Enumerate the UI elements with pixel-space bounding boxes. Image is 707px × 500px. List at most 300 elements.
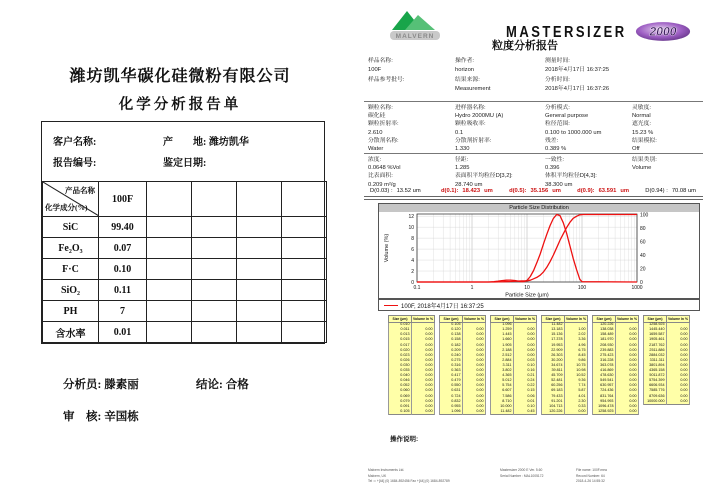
d-value: D(0.03) : 13.52 um (370, 188, 421, 194)
conclusion-label: 结论: (196, 379, 223, 391)
volume-cell: 0.00 (412, 333, 435, 338)
instrument-column (632, 104, 704, 153)
field-label: 残差: (545, 137, 559, 144)
size-cell: 275.423 (593, 353, 616, 358)
volume-cell: 0.00 (463, 379, 486, 384)
table-row (43, 280, 327, 301)
conclusion-field (196, 376, 249, 392)
size-cell: 120.226 (593, 322, 616, 328)
malvern-logo (390, 6, 442, 42)
mastersizer-wordmark: MASTERSIZER (506, 22, 627, 41)
table-row (43, 259, 327, 280)
size-table-header: Size (µm) (440, 316, 463, 323)
empty-cell (147, 301, 192, 322)
size-cell: 1.905 (491, 343, 514, 348)
volume-cell: 0.00 (616, 343, 639, 348)
volume-cell: 0.00 (463, 363, 486, 368)
volume-cell: 0.00 (412, 399, 435, 404)
size-cell: 5.754 (491, 384, 514, 389)
table-row (43, 238, 327, 259)
component-value: 0.01 (99, 322, 147, 343)
volume-cell: 9.36 (565, 379, 588, 384)
field-label: 径距: (455, 157, 469, 163)
volume-cell: 0.00 (667, 394, 690, 399)
volume-cell: 0.00 (667, 328, 690, 333)
double-divider (364, 196, 703, 200)
empty-cell (192, 182, 237, 217)
volume-cell: 0.00 (667, 343, 690, 348)
field-value: 0.389 % (545, 146, 567, 153)
svg-text:80: 80 (640, 225, 646, 232)
d-value: d(0.1): 18.423 um (440, 188, 493, 194)
empty-cell (237, 259, 282, 280)
empty-cell (282, 217, 327, 238)
size-cell: 0.030 (389, 363, 412, 368)
size-cell: 1.445 (491, 333, 514, 338)
volume-cell: 0.00 (514, 348, 537, 353)
volume-cell: 0.00 (514, 353, 537, 358)
origin-label: 产 地: (163, 137, 207, 148)
volume-cell: 0.06 (514, 394, 537, 399)
size-cell: 7585.776 (644, 389, 667, 394)
volume-cell: 0.00 (616, 409, 639, 415)
empty-cell (192, 238, 237, 259)
svg-text:0.1: 0.1 (413, 285, 421, 291)
volume-cell: 0.00 (412, 338, 435, 343)
volume-cell: 0.00 (514, 343, 537, 348)
component-name: 含水率 (43, 322, 99, 343)
volume-cell: 0.00 (463, 343, 486, 348)
volume-cell: 3.36 (565, 338, 588, 343)
report-no-label: 报告编号: (53, 158, 97, 169)
sample-column (368, 57, 455, 94)
field-value: Normal (632, 113, 651, 120)
svg-text:MALVERN: MALVERN (395, 33, 435, 40)
size-cell: 1.096 (491, 322, 514, 328)
size-cell: 1.096 (440, 409, 463, 415)
component-value: 7 (99, 301, 147, 322)
customer-label: 客户名称: (53, 137, 97, 148)
volume-cell: 0.01 (514, 399, 537, 404)
size-cell: 0.026 (389, 358, 412, 363)
component-value: 99.40 (99, 217, 147, 238)
volume-cell: 8.45 (565, 353, 588, 358)
size-cell: 7.586 (491, 394, 514, 399)
svg-text:4: 4 (411, 257, 414, 264)
instrument-column (368, 104, 455, 153)
size-cell: 1258.925 (644, 322, 667, 328)
size-cell: 0.479 (440, 379, 463, 384)
volume-cell: 6.75 (565, 348, 588, 353)
volume-cell: 1.00 (565, 328, 588, 333)
svg-text:6: 6 (411, 246, 414, 253)
size-cell: 0.316 (440, 363, 463, 368)
component-value: 0.11 (99, 280, 147, 301)
size-cell: 0.046 (389, 379, 412, 384)
component-name: Fe₂O₃ (43, 238, 99, 259)
volume-cell: 0.00 (616, 348, 639, 353)
footer-line: Serial Number : MAL1005172 (500, 473, 544, 478)
volume-cell: 0.00 (667, 333, 690, 338)
volume-cell: 0.00 (514, 328, 537, 333)
size-cell: 8.710 (491, 399, 514, 404)
size-cell: 724.436 (593, 389, 616, 394)
size-cell: 10.000 (491, 404, 514, 409)
instrument-fields (368, 104, 704, 153)
field-value: 0.209 m²/g (368, 181, 396, 188)
empty-cell (192, 259, 237, 280)
field-value: 0.1 (455, 129, 464, 136)
diagonal-header-cell (43, 182, 99, 217)
volume-cell: 0.00 (565, 409, 588, 415)
size-table-column (490, 315, 537, 415)
size-cell: 1258.925 (593, 409, 616, 415)
volume-cell: 7.74 (565, 384, 588, 389)
volume-cell: 0.03 (514, 358, 537, 363)
size-table-header: Volume In % (668, 316, 688, 321)
chart-legend (378, 299, 700, 311)
volume-cell: 0.15 (514, 389, 537, 394)
size-table-header: Size (µm) (542, 316, 565, 323)
size-table-header: Size (µm) (389, 316, 412, 323)
svg-text:10: 10 (524, 285, 530, 291)
volume-cell: 0.00 (463, 373, 486, 378)
size-cell: 1.259 (491, 328, 514, 333)
svg-text:0: 0 (411, 279, 414, 286)
report-title: 化学分析报告单 (118, 97, 242, 113)
component-name: PH (43, 301, 99, 322)
size-cell: 0.631 (440, 389, 463, 394)
size-cell: 2884.032 (644, 353, 667, 358)
size-cell: 3311.311 (644, 358, 667, 363)
size-cell: 5011.872 (644, 373, 667, 378)
empty-cell (192, 280, 237, 301)
field-label: 体积平均粒径D[4,3]: (545, 173, 597, 180)
reviewer-name: 辛国栋 (104, 411, 139, 423)
chart-svg (379, 212, 699, 298)
volume-cell: 4.96 (565, 343, 588, 348)
empty-cell (192, 322, 237, 343)
size-cell: 2.188 (491, 348, 514, 353)
table-row (43, 322, 327, 343)
field-label: 浓度: (368, 157, 382, 163)
size-cell: 13.183 (542, 328, 565, 333)
empty-cell (237, 322, 282, 343)
size-cell: 630.957 (593, 384, 616, 389)
size-table-column (592, 315, 639, 415)
volume-cell: 0.00 (463, 409, 486, 415)
empty-cell (147, 217, 192, 238)
size-cell: 0.275 (440, 358, 463, 363)
volume-cell: 0.00 (412, 328, 435, 333)
volume-cell: 0.00 (667, 358, 690, 363)
field-label: 样品名称: (368, 58, 393, 64)
size-cell: 10000.000 (644, 399, 667, 405)
svg-text:40: 40 (640, 252, 646, 259)
volume-cell: 0.00 (463, 384, 486, 389)
empty-cell (147, 280, 192, 301)
report-subtitle: 粒度分析报告 (492, 40, 558, 52)
svg-text:8: 8 (411, 235, 414, 242)
volume-cell: 0.00 (667, 373, 690, 378)
size-cell: 91.201 (542, 399, 565, 404)
volume-cell: 0.00 (616, 384, 639, 389)
footer-line: File name: 100F.mea (576, 468, 607, 472)
size-table-row (491, 409, 537, 415)
size-cell: 4.365 (491, 373, 514, 378)
legend-line-swatch (384, 305, 398, 306)
size-cell: 0.182 (440, 343, 463, 348)
size-table-column (643, 315, 690, 405)
empty-cell (282, 301, 327, 322)
d-value: d(0.5): 35.156 um (509, 188, 561, 194)
component-name: SiC (43, 217, 99, 238)
volume-cell: 0.00 (667, 363, 690, 368)
volume-cell: 0.00 (616, 379, 639, 384)
volume-cell: 0.00 (463, 404, 486, 409)
volume-cell: 0.00 (412, 384, 435, 389)
volume-cell: 0.00 (667, 379, 690, 384)
volume-cell: 0.00 (412, 379, 435, 384)
volume-cell: 0.00 (616, 333, 639, 338)
size-cell: 0.363 (440, 368, 463, 373)
footer-line: Tel := +[44] (0) 1684-892456 Fax +[44] (0) 1684-892789 (368, 479, 450, 484)
corner-product-label: 产品名称 (65, 186, 95, 195)
size-cell: 2.884 (491, 358, 514, 363)
component-name: F·C (43, 259, 99, 280)
product-name-cell: 100F (99, 182, 147, 217)
size-table-header: Size (µm) (644, 316, 667, 323)
field-value: horizon (455, 67, 475, 74)
volume-cell: 0.00 (667, 399, 690, 405)
volume-cell: 0.00 (463, 328, 486, 333)
size-cell: 0.550 (440, 384, 463, 389)
field-label: 样品参考批号: (368, 76, 405, 83)
size-cell: 79.433 (542, 394, 565, 399)
size-table-column (388, 315, 435, 415)
size-cell: 181.970 (593, 338, 616, 343)
divider (364, 101, 703, 102)
footer-left (368, 468, 450, 485)
size-cell: 120.226 (542, 409, 565, 415)
svg-text:20: 20 (640, 266, 646, 273)
svg-text:10: 10 (408, 224, 414, 231)
volume-cell: 0.00 (412, 353, 435, 358)
field-label: 分析模式: (545, 105, 570, 111)
volume-cell: 0.00 (667, 384, 690, 389)
size-cell: 2.512 (491, 353, 514, 358)
svg-text:2000: 2000 (649, 24, 677, 39)
size-cell: 0.023 (389, 353, 412, 358)
field-label: 操作者: (455, 58, 475, 64)
empty-cell (147, 322, 192, 343)
footer-right (576, 468, 607, 485)
volume-cell: 0.00 (412, 363, 435, 368)
empty-cell (282, 238, 327, 259)
size-cell: 52.481 (542, 379, 565, 384)
volume-cell: 0.00 (616, 368, 639, 373)
reviewer-field (63, 408, 340, 424)
field-value: Volume (632, 165, 652, 172)
size-cell: 30.200 (542, 358, 565, 363)
volume-cell: 0.00 (463, 368, 486, 373)
table-row (43, 217, 327, 238)
size-cell: 0.417 (440, 373, 463, 378)
volume-cell: 0.00 (514, 338, 537, 343)
size-cell: 208.930 (593, 343, 616, 348)
size-cell: 478.630 (593, 373, 616, 378)
svg-text:100: 100 (640, 212, 649, 219)
volume-cell: 0.00 (667, 348, 690, 353)
size-table-header: Size (µm) (593, 316, 616, 323)
volume-cell: 0.00 (463, 338, 486, 343)
footer-center (500, 468, 543, 479)
field-label: 进样器名称: (455, 105, 486, 111)
volume-cell: 0.00 (463, 348, 486, 353)
size-cell: 0.724 (440, 394, 463, 399)
size-cell: 138.038 (593, 328, 616, 333)
svg-text:0: 0 (640, 279, 643, 286)
volume-cell: 0.00 (412, 343, 435, 348)
field-value: 38.300 um (545, 181, 573, 188)
empty-cell (237, 217, 282, 238)
field-value: Measurement (455, 85, 491, 92)
field-label: 结果类别: (632, 157, 657, 163)
component-name: SiO₂ (43, 280, 99, 301)
volume-cell: 0.00 (463, 399, 486, 404)
field-label: 比表面积: (368, 173, 393, 180)
corner-composition-label: 化学成分(%) (45, 203, 88, 212)
field-label: 一致性: (545, 157, 565, 163)
empty-cell (282, 259, 327, 280)
size-cell: 0.069 (389, 394, 412, 399)
volume-cell: 0.00 (412, 389, 435, 394)
size-table-row (542, 409, 588, 415)
field-value: 28.740 um (455, 181, 483, 188)
divider (364, 153, 703, 154)
volume-cell: 0.00 (463, 333, 486, 338)
volume-cell: 0.00 (667, 389, 690, 394)
size-table-header: Volume In % (515, 316, 535, 321)
svg-text:2: 2 (411, 268, 414, 275)
empty-cell (282, 182, 327, 217)
analyst-label: 分析员: (63, 379, 102, 391)
field-label: 分散剂折射率: (455, 137, 492, 144)
field-label: 颗粒吸收率: (455, 121, 486, 128)
chem-analysis-table (41, 121, 325, 344)
svg-text:Volume (%): Volume (%) (384, 233, 390, 263)
size-cell: 5.012 (491, 379, 514, 384)
result-fields (368, 156, 704, 189)
field-value: Off (632, 146, 640, 153)
field-label: 颗粒折射率: (368, 121, 399, 128)
size-cell: 69.183 (542, 389, 565, 394)
instrument-column (545, 104, 632, 153)
volume-cell: 2.02 (565, 333, 588, 338)
volume-cell: 0.10 (514, 404, 537, 409)
legend-label: 100F, 2018年4月17日 16:37:25 (401, 303, 484, 310)
mastersizer-report-page (360, 0, 707, 500)
size-cell: 0.105 (389, 409, 412, 415)
date-label: 鉴定日期: (163, 158, 207, 169)
size-cell: 0.209 (440, 348, 463, 353)
origin-field (163, 133, 249, 148)
field-label: 结果模拟: (632, 137, 657, 144)
size-cell: 0.091 (389, 404, 412, 409)
volume-cell: 0.00 (616, 399, 639, 404)
size-cell: 6606.934 (644, 384, 667, 389)
size-table-row (644, 399, 690, 405)
svg-text:100: 100 (577, 285, 587, 291)
volume-cell: 0.00 (616, 328, 639, 333)
analyst-field (63, 379, 139, 391)
size-cell: 1.660 (491, 338, 514, 343)
empty-cell (282, 280, 327, 301)
field-label: 遮光度: (632, 121, 652, 128)
size-cell: 39.811 (542, 368, 565, 373)
size-cell: 6.607 (491, 389, 514, 394)
reviewer-label: 审 核: (63, 411, 102, 423)
size-table-header: Volume In % (413, 316, 433, 321)
size-cell: 954.993 (593, 399, 616, 404)
volume-cell: 0.00 (616, 353, 639, 358)
volume-cell: 0.00 (667, 353, 690, 358)
size-cell: 0.138 (440, 333, 463, 338)
field-label: 灵敏度: (632, 105, 652, 111)
size-cell: 239.883 (593, 348, 616, 353)
size-cell: 19.953 (542, 343, 565, 348)
volume-cell: 0.16 (514, 368, 537, 373)
empty-cell (282, 322, 327, 343)
size-cell: 5754.399 (644, 379, 667, 384)
size-cell: 1096.478 (593, 404, 616, 409)
origin-value: 潍坊凯华 (208, 137, 249, 148)
size-cell: 0.017 (389, 343, 412, 348)
volume-cell: 0.00 (412, 348, 435, 353)
volume-cell: 0.00 (412, 358, 435, 363)
volume-cell: 0.33 (565, 404, 588, 409)
field-value: 碳化硅 (368, 113, 386, 120)
field-label: 测量时间: (545, 58, 570, 64)
volume-cell: 0.24 (514, 379, 537, 384)
volume-cell: 0.00 (412, 394, 435, 399)
size-cell: 0.240 (440, 353, 463, 358)
component-value: 0.07 (99, 238, 147, 259)
result-column (545, 156, 632, 189)
empty-cell (147, 182, 192, 217)
report-info-section (42, 122, 324, 181)
empty-cell (237, 182, 282, 217)
volume-cell: 0.00 (463, 394, 486, 399)
size-cell: 0.079 (389, 399, 412, 404)
volume-cell: 0.00 (514, 333, 537, 338)
volume-cell: 0.22 (514, 384, 537, 389)
volume-cell: 0.00 (463, 358, 486, 363)
size-cell: 831.764 (593, 394, 616, 399)
size-cell: 15.136 (542, 333, 565, 338)
field-label: 结果来源: (455, 76, 480, 83)
size-cell: 1659.587 (644, 333, 667, 338)
size-table-header: Size (µm) (491, 316, 514, 323)
sample-column (545, 57, 705, 94)
size-cell: 0.013 (389, 333, 412, 338)
size-cell: 0.020 (389, 348, 412, 353)
size-cell: 0.120 (440, 328, 463, 333)
size-cell: 60.256 (542, 384, 565, 389)
field-value: 15.23 % (632, 129, 654, 136)
svg-text:1000: 1000 (631, 285, 643, 291)
empty-cell (147, 259, 192, 280)
